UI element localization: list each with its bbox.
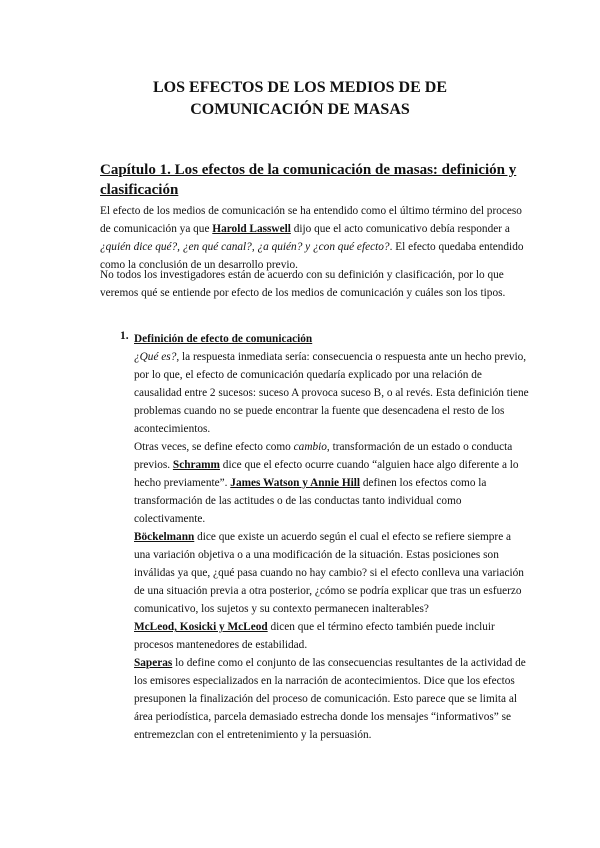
item-paragraph-1: [134, 348, 530, 438]
item-p5-text: lo define como el conjunto de las consecuencias resultantes de la actividad de los emisores especializados en la narración de acontecimientos. Dice que los efectos presuponen la finalización del proceso de comunicación. Esto parece que se limita al área periodística, parcela demasiado estrecha donde los mensajes “informativos” se entremezclan con el entretenimiento y la persuasión.: [134, 657, 526, 741]
item-paragraph-3: [134, 528, 530, 618]
intro-text-c: . El efecto quedaba entendido como la conclusión de un desarrollo previo.: [100, 241, 524, 271]
question-text: ¿Qué es?: [134, 351, 177, 363]
chapter-heading: Capítulo 1. Los efectos de la comunicación de masas: definición y clasificación: [100, 162, 517, 198]
list-item: [134, 330, 530, 744]
lasswell-questions: ¿quién dice qué?, ¿en qué canal?, ¿a quién? y ¿con qué efecto?: [100, 241, 390, 253]
author-schramm: Schramm: [172, 459, 220, 471]
intro-paragraph: [100, 202, 530, 274]
item-title: Definición de efecto de comunicación: [134, 333, 313, 345]
author-bockelmann: Böckelmann: [134, 531, 195, 543]
author-lasswell: Harold Lasswell: [212, 223, 291, 235]
item-paragraph-4: [134, 618, 530, 654]
intro-text-b: dijo que el acto comunicativo debía responder a: [290, 223, 510, 235]
item-p3-text: dice que existe un acuerdo según el cual el efecto se refiere siempre a una variación objetiva o a una modificación de la situación. Estas posiciones son inválidas ya que, ¿qué pasa cuando no hay cambio? si el efecto conlleva una variación de una situación previa a otra posterior, ¿cómo se podría explicar que tras un esfuerzo comunicativo, los sujetos y su contexto permanecen inalterables?: [134, 531, 524, 615]
item-p1-text: , la respuesta inmediata sería: consecuencia o respuesta ante un hecho previo, por lo que, el efecto de comunicación quedaría explicado por una relación de causalidad entre 2 sucesos: suceso A provoca suceso B, o al revés. Esta definición tiene problemas cuando no se puede encontrar la fuente que desencadena el resto de los acontecimientos.: [134, 351, 529, 435]
author-mcleod: McLeod, Kosicki y McLeod: [134, 621, 268, 633]
item-p2-text-c: dice que el efecto ocurre cuando “alguien hace algo diferente a lo hecho previamente”.: [134, 459, 519, 489]
word-cambio: cambio: [293, 441, 327, 453]
document-title-line-1: LOS EFECTOS DE LOS MEDIOS DE DE: [152, 79, 447, 96]
document-title-line-2: COMUNICACIÓN DE MASAS: [190, 101, 410, 118]
item-p2-text-a: Otras veces, se define efecto como: [134, 441, 294, 453]
item-paragraph-5: [134, 654, 530, 744]
item-paragraph-2: [134, 438, 530, 528]
author-saperas: Saperas: [134, 657, 173, 669]
author-watson-hill: James Watson y Annie Hill: [230, 477, 361, 489]
item-p4-text: dicen que el término efecto también puede incluir procesos mantenedores de estabilidad.: [134, 621, 495, 651]
intro-paragraph-2: No todos los investigadores están de acuerdo con su definición y clasificación, por lo que veremos qué se entiende por efecto de los medios de comunicación y cuáles son los tipos.: [100, 269, 506, 299]
item-p2-text-b: , transformación de un estado o conducta previos.: [134, 441, 513, 471]
intro-text-a: El efecto de los medios de comunicación se ha entendido como el último término del proceso de comunicación ya que: [100, 205, 522, 235]
list-number: 1.: [120, 330, 129, 342]
item-p2-text-d: definen los efectos como la transformación de las actitudes o de las conductas tanto individual como colectivamente.: [134, 477, 487, 525]
